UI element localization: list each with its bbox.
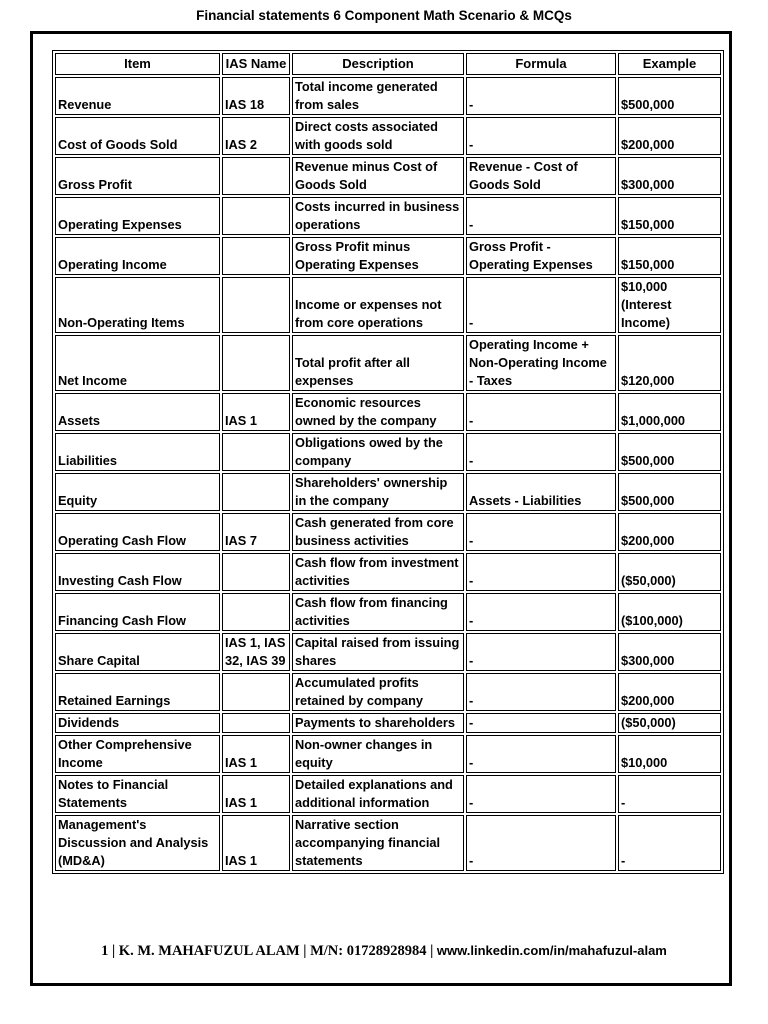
table-row (55, 393, 721, 431)
cell-ias: IAS 2 (222, 117, 290, 155)
cell-ias (222, 157, 290, 195)
cell-example: $200,000 (618, 117, 721, 155)
footer-author: 1 | K. M. MAHAFUZUL ALAM | M/N: 01728928984 | (101, 943, 434, 959)
cell-description: Narrative section accompanying financial statements (292, 815, 464, 871)
cell-formula: - (466, 513, 616, 551)
cell-example: $200,000 (618, 673, 721, 711)
table-row (55, 713, 721, 733)
header-formula: Formula (466, 53, 616, 75)
cell-item: Gross Profit (55, 157, 220, 195)
cell-description: Accumulated profits retained by company (292, 673, 464, 711)
cell-item: Operating Income (55, 237, 220, 275)
table-row (55, 593, 721, 631)
cell-description: Obligations owed by the company (292, 433, 464, 471)
cell-ias (222, 197, 290, 235)
cell-formula: - (466, 673, 616, 711)
cell-description: Cash generated from core business activities (292, 513, 464, 551)
cell-ias (222, 335, 290, 391)
table-row (55, 673, 721, 711)
cell-description: Cash flow from investment activities (292, 553, 464, 591)
cell-formula: Operating Income + Non-Operating Income - Taxes (466, 335, 616, 391)
table-row (55, 197, 721, 235)
cell-ias: IAS 7 (222, 513, 290, 551)
table-row (55, 157, 721, 195)
cell-example: $300,000 (618, 157, 721, 195)
cell-formula: - (466, 393, 616, 431)
cell-ias: IAS 1 (222, 815, 290, 871)
cell-example: $500,000 (618, 77, 721, 115)
cell-ias: IAS 1 (222, 393, 290, 431)
cell-formula: - (466, 77, 616, 115)
cell-description: Payments to shareholders (292, 713, 464, 733)
cell-ias (222, 277, 290, 333)
cell-ias (222, 593, 290, 631)
cell-formula: Assets - Liabilities (466, 473, 616, 511)
cell-description: Income or expenses not from core operations (292, 277, 464, 333)
cell-example: - (618, 815, 721, 871)
cell-ias (222, 713, 290, 733)
cell-item: Assets (55, 393, 220, 431)
cell-ias (222, 473, 290, 511)
cell-formula: - (466, 433, 616, 471)
table-row (55, 277, 721, 333)
cell-item: Equity (55, 473, 220, 511)
cell-item: Retained Earnings (55, 673, 220, 711)
table-row (55, 815, 721, 871)
cell-formula: - (466, 593, 616, 631)
cell-item: Operating Cash Flow (55, 513, 220, 551)
cell-formula: Gross Profit - Operating Expenses (466, 237, 616, 275)
cell-formula: - (466, 713, 616, 733)
header-example: Example (618, 53, 721, 75)
cell-ias: IAS 18 (222, 77, 290, 115)
cell-item: Net Income (55, 335, 220, 391)
table-row (55, 237, 721, 275)
cell-ias (222, 673, 290, 711)
document-title: Financial statements 6 Component Math Scenario & MCQs (196, 8, 572, 23)
cell-formula: - (466, 277, 616, 333)
cell-example: $300,000 (618, 633, 721, 671)
cell-description: Economic resources owned by the company (292, 393, 464, 431)
cell-item: Non-Operating Items (55, 277, 220, 333)
cell-item: Investing Cash Flow (55, 553, 220, 591)
cell-ias: IAS 1, IAS 32, IAS 39 (222, 633, 290, 671)
cell-formula: - (466, 633, 616, 671)
header-item: Item (55, 53, 220, 75)
cell-ias: IAS 1 (222, 775, 290, 813)
cell-formula: - (466, 197, 616, 235)
footer-linkedin-link[interactable]: www.linkedin.com/in/mahafuzul-alam (436, 943, 667, 958)
cell-formula: Revenue - Cost of Goods Sold (466, 157, 616, 195)
cell-item: Other Comprehensive Income (55, 735, 220, 773)
cell-example: $1,000,000 (618, 393, 721, 431)
cell-description: Capital raised from issuing shares (292, 633, 464, 671)
header-description: Description (292, 53, 464, 75)
table-row (55, 735, 721, 773)
cell-example: ($50,000) (618, 553, 721, 591)
cell-item: Cost of Goods Sold (55, 117, 220, 155)
table-row (55, 117, 721, 155)
cell-description: Direct costs associated with goods sold (292, 117, 464, 155)
cell-description: Total profit after all expenses (292, 335, 464, 391)
financial-statements-table (52, 50, 724, 874)
cell-example: $150,000 (618, 197, 721, 235)
cell-description: Total income generated from sales (292, 77, 464, 115)
cell-item: Financing Cash Flow (55, 593, 220, 631)
table-row (55, 553, 721, 591)
table-row (55, 335, 721, 391)
cell-example: $500,000 (618, 433, 721, 471)
cell-formula: - (466, 553, 616, 591)
cell-item: Liabilities (55, 433, 220, 471)
cell-formula: - (466, 117, 616, 155)
cell-description: Revenue minus Cost of Goods Sold (292, 157, 464, 195)
cell-formula: - (466, 735, 616, 773)
page-footer (0, 943, 768, 960)
table-row (55, 633, 721, 671)
cell-ias (222, 237, 290, 275)
header-ias-name: IAS Name (222, 53, 290, 75)
table-row (55, 513, 721, 551)
cell-item: Dividends (55, 713, 220, 733)
table-row (55, 433, 721, 471)
cell-description: Cash flow from financing activities (292, 593, 464, 631)
cell-item: Share Capital (55, 633, 220, 671)
cell-item: Notes to Financial Statements (55, 775, 220, 813)
cell-example: - (618, 775, 721, 813)
cell-example: $200,000 (618, 513, 721, 551)
cell-description: Detailed explanations and additional information (292, 775, 464, 813)
table-row (55, 77, 721, 115)
cell-example: $150,000 (618, 237, 721, 275)
cell-item: Revenue (55, 77, 220, 115)
cell-description: Gross Profit minus Operating Expenses (292, 237, 464, 275)
cell-formula: - (466, 775, 616, 813)
cell-example: $10,000 (618, 735, 721, 773)
cell-formula: - (466, 815, 616, 871)
cell-example: $10,000 (Interest Income) (618, 277, 721, 333)
cell-ias: IAS 1 (222, 735, 290, 773)
table-header-row (55, 53, 721, 75)
cell-example: ($50,000) (618, 713, 721, 733)
cell-example: ($100,000) (618, 593, 721, 631)
cell-description: Shareholders' ownership in the company (292, 473, 464, 511)
cell-example: $120,000 (618, 335, 721, 391)
cell-item: Management's Discussion and Analysis (MD&A) (55, 815, 220, 871)
cell-ias (222, 553, 290, 591)
cell-description: Non-owner changes in equity (292, 735, 464, 773)
cell-example: $500,000 (618, 473, 721, 511)
cell-description: Costs incurred in business operations (292, 197, 464, 235)
cell-ias (222, 433, 290, 471)
cell-item: Operating Expenses (55, 197, 220, 235)
table-row (55, 473, 721, 511)
table-row (55, 775, 721, 813)
